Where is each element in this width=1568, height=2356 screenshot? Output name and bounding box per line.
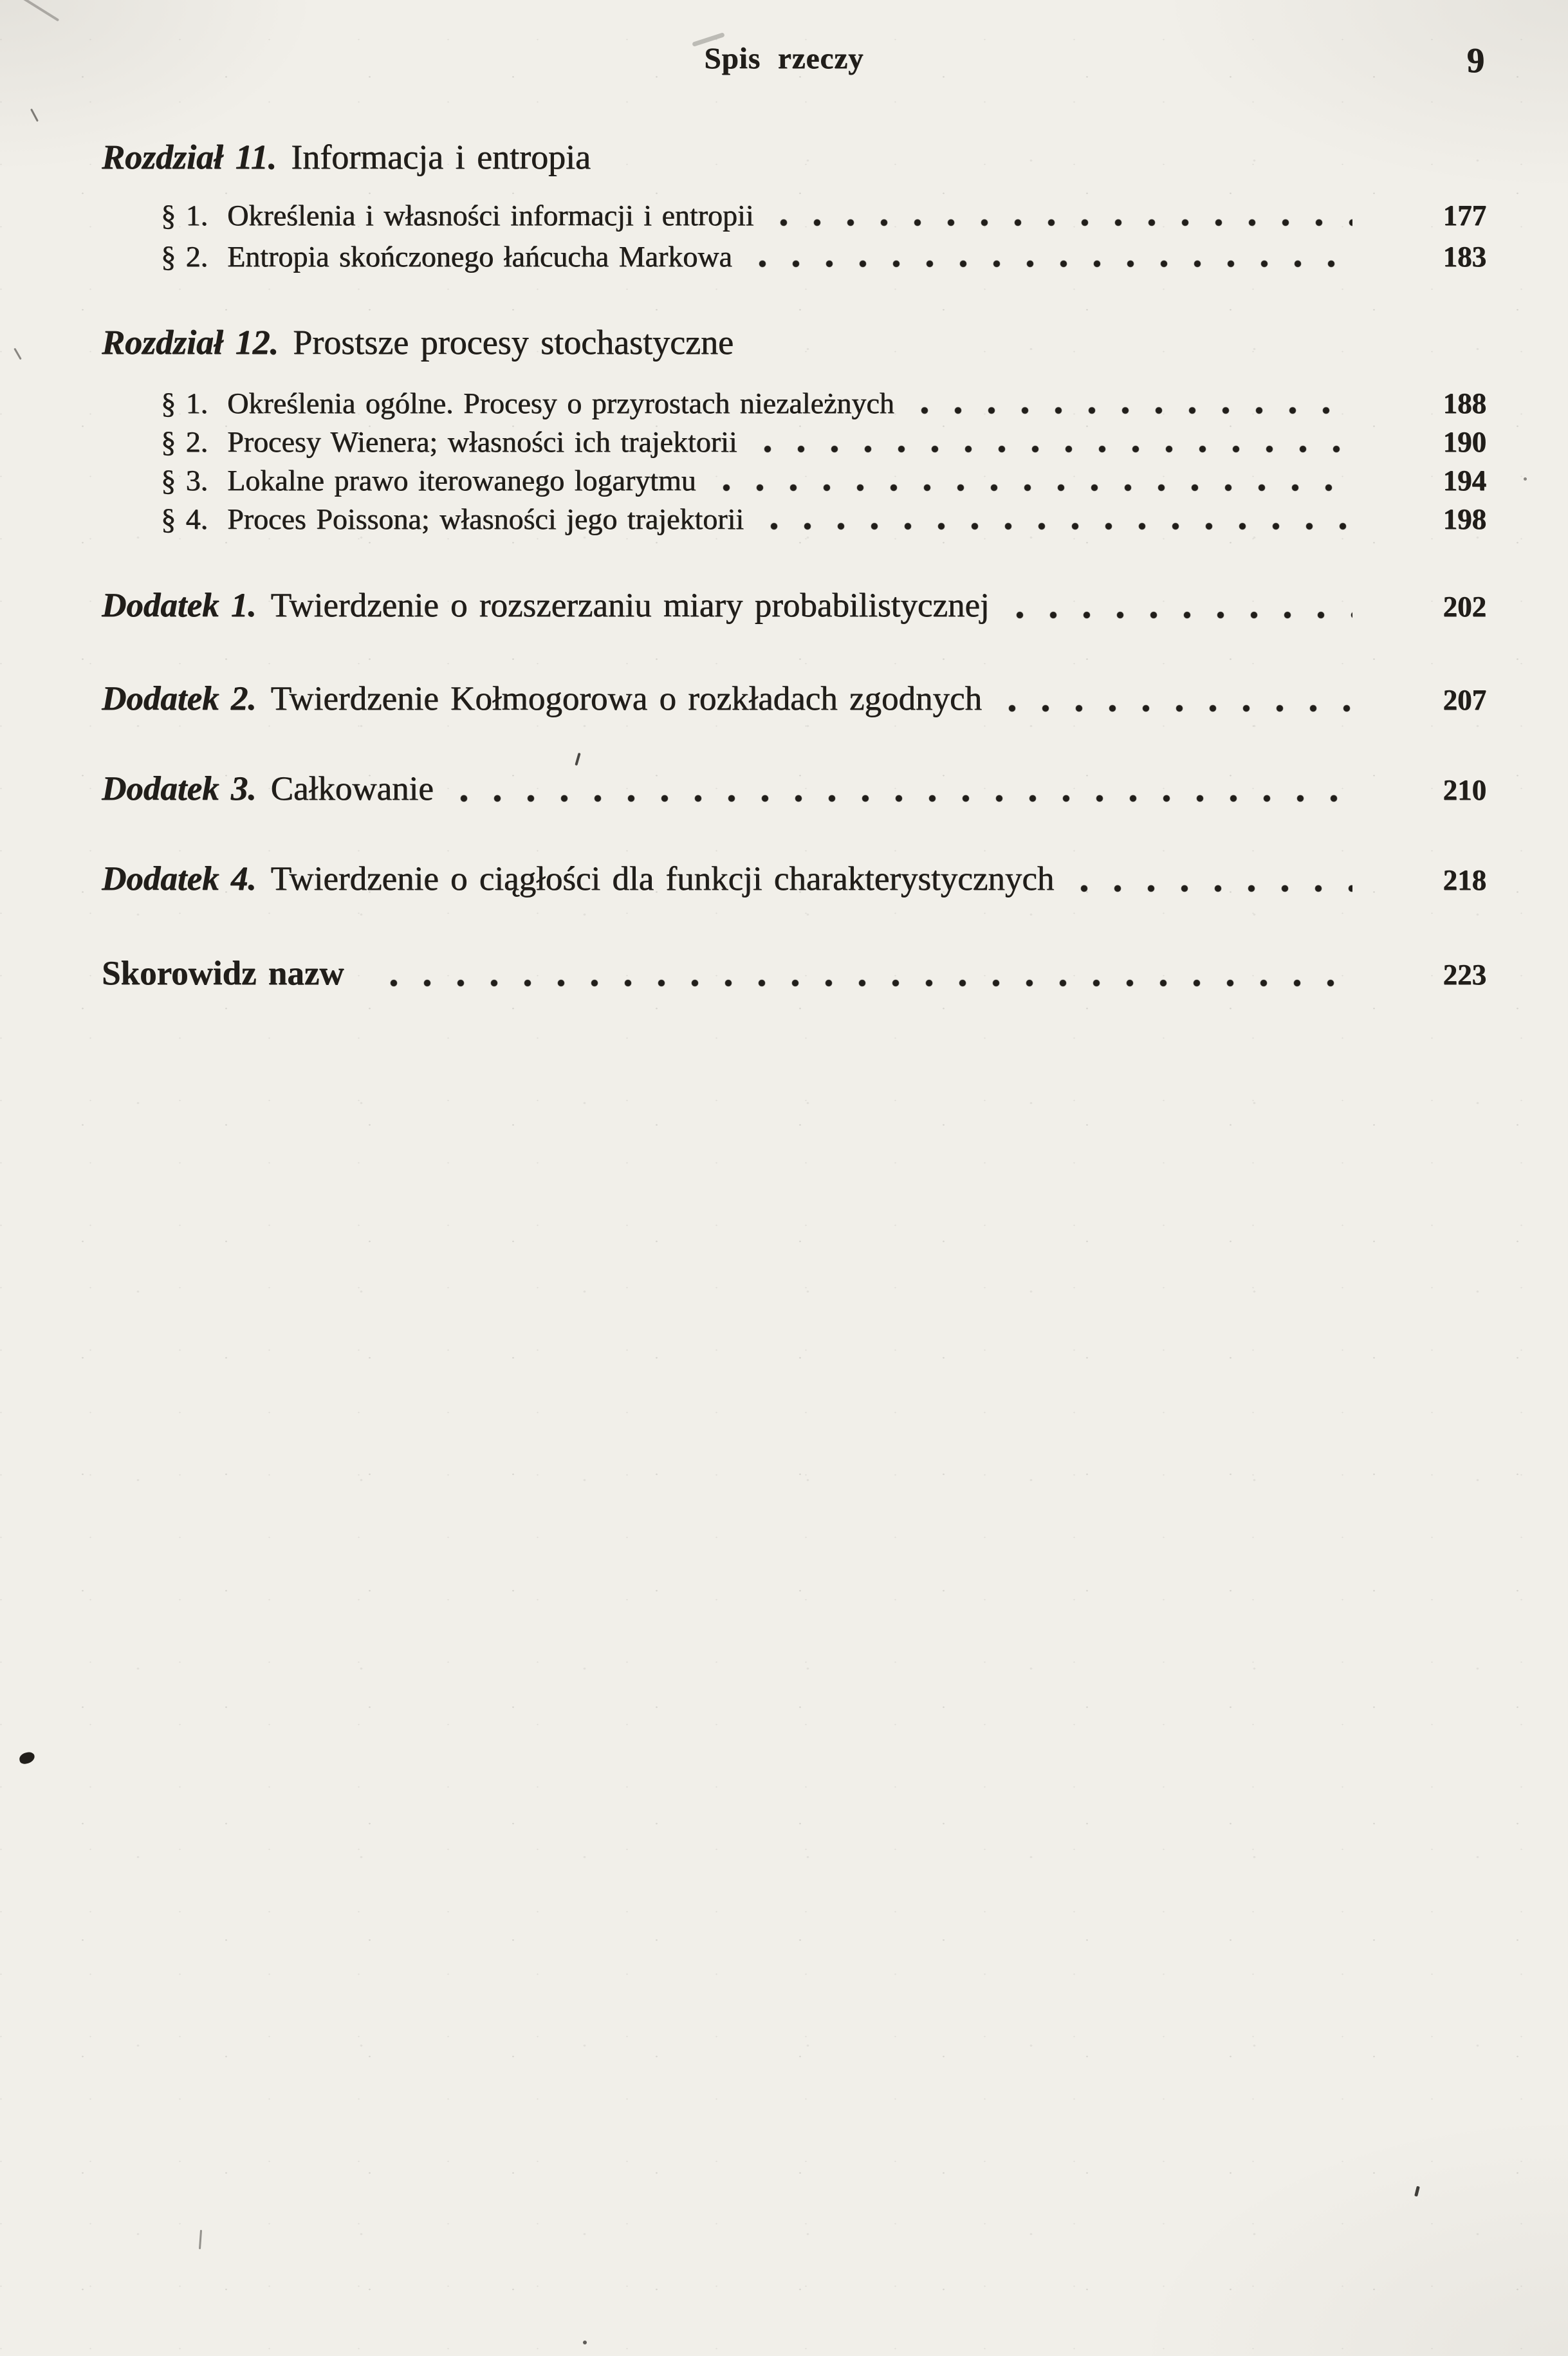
entry-page-number: 183 bbox=[1443, 241, 1486, 273]
entry-title: Lokalne prawo iterowanego logarytmu bbox=[227, 464, 696, 497]
toc-entry bbox=[161, 504, 1486, 534]
entry-page-number: 210 bbox=[1443, 774, 1486, 806]
entry-number: § 2. bbox=[161, 240, 208, 273]
chapter-heading bbox=[102, 140, 1486, 174]
appendix-title: Twierdzenie o ciągłości dla funkcji charakterystycznych bbox=[270, 860, 1055, 897]
entry-page-number: 198 bbox=[1443, 503, 1486, 535]
dot-leader bbox=[1015, 610, 1352, 620]
entry-page-number: 190 bbox=[1443, 426, 1486, 458]
entry-number: § 1. bbox=[161, 199, 208, 232]
entry-page-number: 218 bbox=[1443, 864, 1486, 896]
entry-number: § 4. bbox=[161, 502, 208, 535]
ink-speck bbox=[1414, 2186, 1420, 2197]
toc-entry bbox=[161, 242, 1486, 271]
ink-speck bbox=[14, 348, 22, 360]
dot-leader bbox=[779, 217, 1352, 228]
entry-number: § 2. bbox=[161, 425, 208, 458]
ink-blob bbox=[18, 1751, 35, 1765]
appendix-label: Dodatek 3. bbox=[102, 770, 257, 807]
chapter-heading bbox=[102, 325, 1486, 360]
dot-leader bbox=[722, 483, 1352, 493]
entry-title: Proces Poissona; własności jego trajektorii bbox=[227, 502, 744, 535]
toc-entry bbox=[161, 389, 1486, 418]
chapter-label: Rozdział 11. bbox=[102, 138, 277, 176]
dot-leader bbox=[758, 259, 1352, 269]
entry-title: Określenia i własności informacji i entropii bbox=[227, 199, 754, 232]
appendix-entry bbox=[102, 682, 1486, 716]
entry-page-number: 194 bbox=[1443, 465, 1486, 497]
entry-page-number: 223 bbox=[1443, 959, 1486, 991]
appendix-label: Dodatek 4. bbox=[102, 860, 257, 897]
page-title: Spis rzeczy bbox=[704, 42, 864, 75]
entry-number: § 1. bbox=[161, 387, 208, 419]
entry-title: Procesy Wienera; własności ich trajektorii bbox=[227, 425, 737, 458]
entry-page-number: 207 bbox=[1443, 684, 1486, 716]
pencil-smudge bbox=[9, 0, 59, 22]
ink-speck bbox=[575, 753, 580, 766]
ink-speck bbox=[199, 2230, 202, 2249]
chapter-title: Prostsze procesy stochastyczne bbox=[293, 323, 733, 362]
appendix-entry bbox=[102, 589, 1486, 623]
entry-page-number: 177 bbox=[1443, 199, 1486, 232]
appendix-label: Dodatek 2. bbox=[102, 680, 257, 717]
dot-leader bbox=[1080, 883, 1352, 894]
chapter-title: Informacja i entropia bbox=[291, 138, 591, 176]
index-title: Skorowidz nazw bbox=[102, 955, 344, 992]
dot-leader bbox=[770, 521, 1352, 531]
ink-speck bbox=[1524, 477, 1527, 481]
appendix-entry bbox=[102, 772, 1486, 806]
appendix-entry bbox=[102, 862, 1486, 896]
appendix-title: Twierdzenie Kołmogorowa o rozkładach zgodnych bbox=[270, 680, 982, 717]
entry-page-number: 202 bbox=[1443, 591, 1486, 623]
ink-speck bbox=[30, 109, 39, 122]
entry-number: § 3. bbox=[161, 464, 208, 497]
appendix-label: Dodatek 1. bbox=[102, 587, 257, 624]
toc-entry bbox=[161, 427, 1486, 457]
dot-leader bbox=[920, 405, 1352, 416]
appendix-title: Całkowanie bbox=[270, 770, 434, 807]
toc-entry bbox=[161, 201, 1486, 230]
dot-leader bbox=[763, 444, 1353, 454]
dot-leader bbox=[459, 793, 1352, 804]
entry-title: Określenia ogólne. Procesy o przyrostach niezależnych bbox=[227, 387, 894, 419]
chapter-label: Rozdział 12. bbox=[102, 323, 279, 362]
ink-speck bbox=[583, 2341, 587, 2344]
appendix-title: Twierdzenie o rozszerzaniu miary probabilistycznej bbox=[270, 587, 990, 624]
index-entry bbox=[102, 957, 1486, 991]
toc-entry bbox=[161, 466, 1486, 495]
dot-leader bbox=[389, 978, 1352, 988]
entry-page-number: 188 bbox=[1443, 387, 1486, 419]
entry-title: Entropia skończonego łańcucha Markowa bbox=[227, 240, 732, 273]
folio-number: 9 bbox=[1466, 41, 1484, 80]
dot-leader bbox=[1008, 703, 1352, 713]
